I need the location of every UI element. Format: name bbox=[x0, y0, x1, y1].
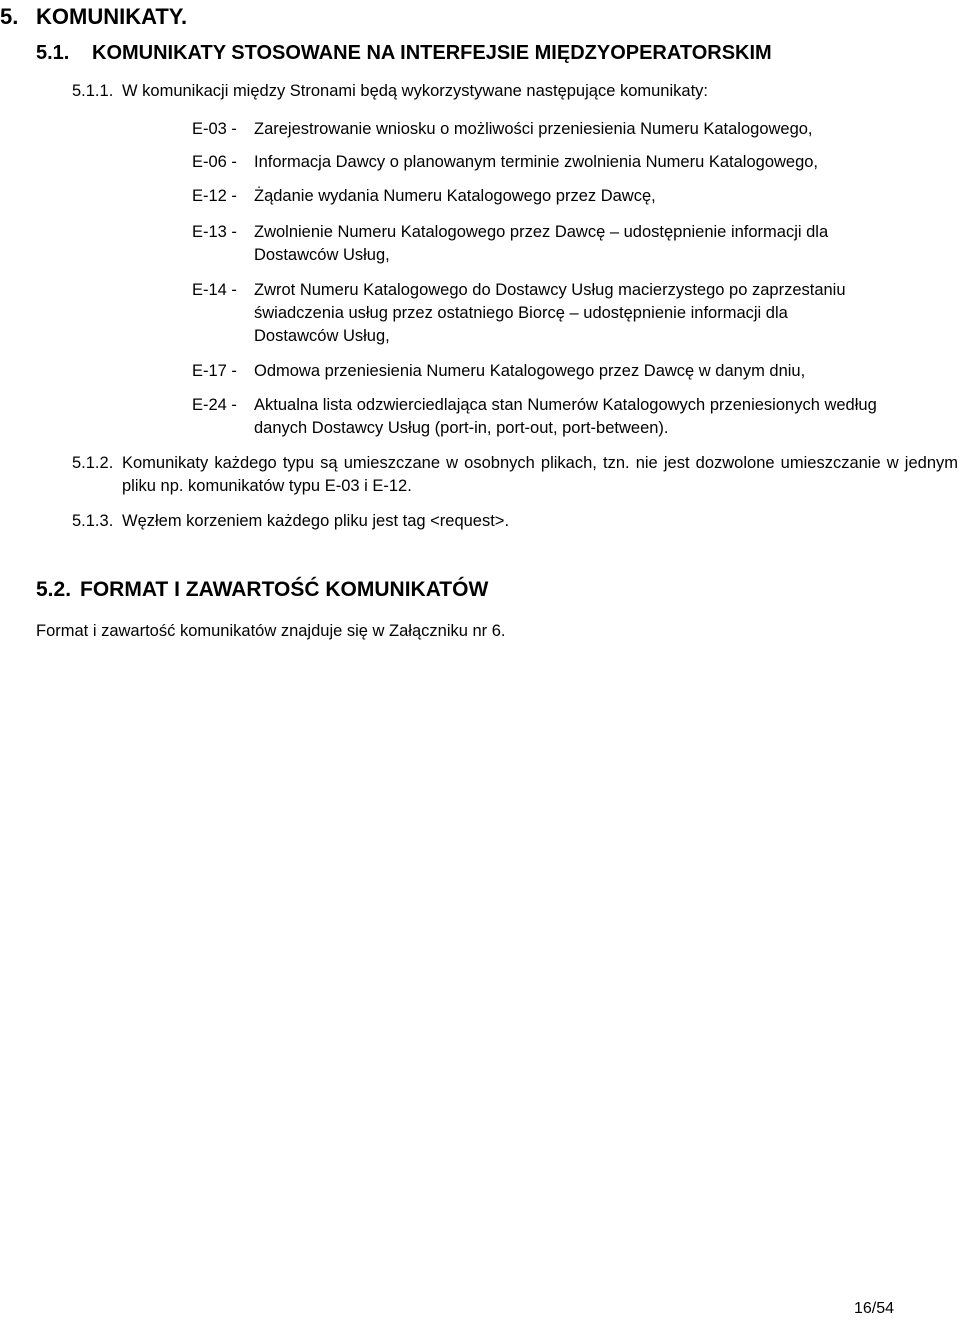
section-5-2-body: Format i zawartość komunikatów znajduje się w Załączniku nr 6. bbox=[36, 622, 506, 640]
message-text: Informacja Dawcy o planowanym terminie zwolnienia Numeru Katalogowego, bbox=[254, 153, 819, 171]
paragraph-text: Węzłem korzeniem każdego pliku jest tag <request>. bbox=[122, 512, 510, 530]
message-text: Zarejestrowanie wniosku o możliwości przeniesienia Numeru Katalogowego, bbox=[254, 120, 813, 138]
message-item bbox=[192, 221, 892, 267]
heading-section-5-1 bbox=[36, 42, 772, 65]
heading-title: KOMUNIKATY. bbox=[36, 4, 188, 29]
heading-section-5-2 bbox=[36, 578, 488, 602]
message-code: E-14 - bbox=[192, 281, 237, 299]
message-code: E-03 - bbox=[192, 120, 237, 138]
paragraph-5-1-1 bbox=[72, 80, 952, 103]
paragraph-number: 5.1.1. bbox=[72, 82, 114, 100]
message-code: E-13 - bbox=[192, 223, 237, 241]
message-code: E-24 - bbox=[192, 396, 237, 414]
message-text: Żądanie wydania Numeru Katalogowego przez Dawcę, bbox=[254, 187, 656, 205]
paragraph-number: 5.1.2. bbox=[72, 454, 114, 472]
heading-number: 5.1. bbox=[36, 42, 70, 64]
heading-section-5 bbox=[0, 4, 187, 30]
heading-title: FORMAT I ZAWARTOŚĆ KOMUNIKATÓW bbox=[80, 578, 489, 601]
message-item bbox=[192, 360, 952, 383]
heading-number: 5. bbox=[0, 4, 19, 29]
message-text: Zwrot Numeru Katalogowego do Dostawcy Usług macierzystego po zaprzestaniu świadczenia usług przez ostatniego Biorcę – udostępnienie informacji dla Dostawców Usług, bbox=[254, 281, 846, 345]
heading-number: 5.2. bbox=[36, 578, 72, 601]
paragraph-text: W komunikacji między Stronami będą wykorzystywane następujące komunikaty: bbox=[122, 82, 708, 100]
message-code: E-06 - bbox=[192, 153, 237, 171]
message-item bbox=[192, 118, 952, 141]
message-item bbox=[192, 279, 852, 348]
message-text: Odmowa przeniesienia Numeru Katalogowego przez Dawcę w danym dniu, bbox=[254, 362, 806, 380]
paragraph-5-1-3 bbox=[72, 510, 952, 533]
message-item bbox=[192, 185, 952, 208]
message-item bbox=[192, 151, 952, 174]
message-text: Zwolnienie Numeru Katalogowego przez Dawcę – udostępnienie informacji dla Dostawców Usług, bbox=[254, 223, 829, 264]
message-code: E-17 - bbox=[192, 362, 237, 380]
message-item bbox=[192, 394, 892, 440]
page-number: 16/54 bbox=[854, 1300, 895, 1317]
message-code: E-12 - bbox=[192, 187, 237, 205]
paragraph-number: 5.1.3. bbox=[72, 512, 114, 530]
message-text: Aktualna lista odzwierciedlająca stan Numerów Katalogowych przeniesionych według danych Dostawcy Usług (port-in, port-out, port-between). bbox=[254, 396, 877, 437]
heading-title: KOMUNIKATY STOSOWANE NA INTERFEJSIE MIĘDZYOPERATORSKIM bbox=[92, 42, 772, 64]
paragraph-text: Komunikaty każdego typu są umieszczane w osobnych plikach, tzn. nie jest dozwolone umieszczanie w jednym pliku np. komunikatów typu E-03 i E-12. bbox=[122, 454, 958, 495]
paragraph-5-1-2 bbox=[72, 452, 958, 498]
